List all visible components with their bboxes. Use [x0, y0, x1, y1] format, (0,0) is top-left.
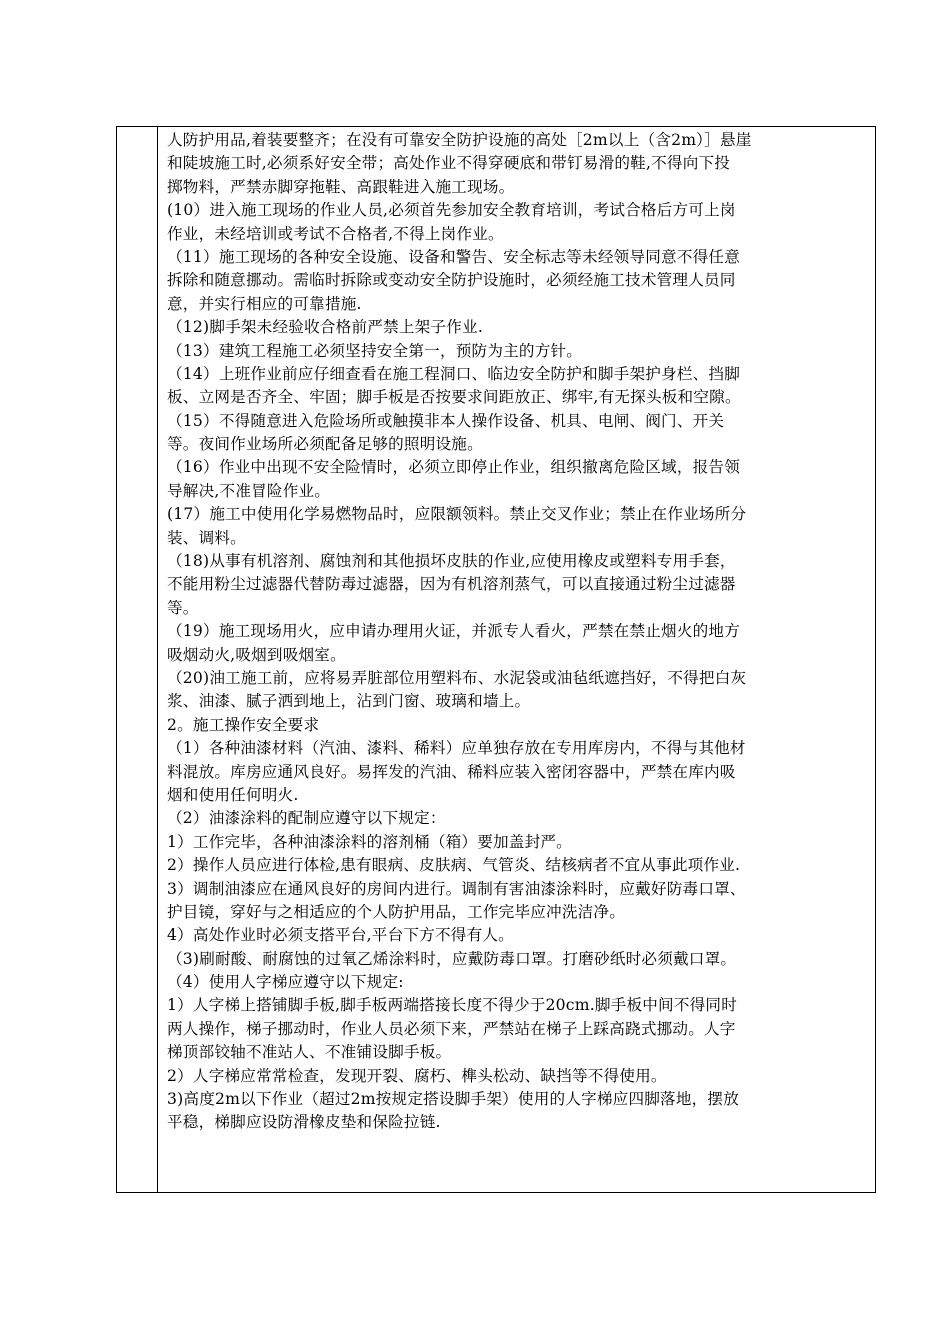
table-left-column [117, 127, 158, 1192]
text-line: 意，并实行相应的可靠措施. [167, 294, 362, 313]
text-line: 2）人字梯应常常检查，发现开裂、腐朽、榫头松动、缺挡等不得使用。 [167, 1066, 667, 1085]
text-line: （19）施工现场用火，应申请办理用火证，并派专人看火，严禁在禁止烟火的地方 [167, 622, 741, 641]
text-line: （4）使用人字梯应遵守以下规定: [167, 973, 404, 992]
text-line: 作业，未经培训或考试不合格者,不得上岗作业。 [167, 224, 504, 243]
text-line: 不能用粉尘过滤器代替防毒过滤器，因为有机溶剂蒸气，可以直接通过粉尘过滤器 [167, 575, 736, 594]
text-line: 4）高处作业时必须支搭平台,平台下方不得有人。 [167, 926, 514, 945]
table-content-cell [159, 127, 875, 1192]
text-line: (17）施工中使用化学易燃物品时，应限额领料。禁止交叉作业；禁止在作业场所分 [167, 505, 747, 524]
text-line: （20)油工施工前，应将易弄脏部位用塑料布、水泥袋或油毡纸遮挡好，不得把白灰 [167, 668, 747, 687]
text-line: 等。夜间作业场所必须配备足够的照明设施。 [167, 435, 483, 454]
text-line: 3）调制油漆应在通风良好的房间内进行。调制有害油漆涂料时，应戴好防毒口罩、 [167, 879, 746, 898]
text-line: 两人操作，梯子挪动时，作业人员必须下来，严禁站在梯子上踩高跷式挪动。人字 [167, 1019, 736, 1038]
text-line: 装、调料。 [167, 528, 246, 547]
text-line: （14）上班作业前应仔细查看在施工程洞口、临边安全防护和脚手架护身栏、挡脚 [167, 364, 741, 383]
text-line: （16）作业中出现不安全险情时，必须立即停止作业，组织撤离危险区域，报告领 [167, 458, 741, 477]
text-line: （12)脚手架未经验收合格前严禁上架子作业. [167, 318, 483, 337]
text-line: 烟和使用任何明火. [167, 785, 299, 804]
text-line: 梯顶部铰轴不准站人、不准铺设脚手板。 [167, 1043, 452, 1062]
text-line: 导解决,不准冒险作业。 [167, 481, 331, 500]
content-table [116, 126, 876, 1193]
text-line: 掷物料，严禁赤脚穿拖鞋、高跟鞋进入施工现场。 [167, 177, 515, 196]
text-line: 等。 [167, 598, 199, 617]
text-line: （15）不得随意进入危险场所或触摸非本人操作设备、机具、电闸、阀门、开关 [167, 411, 725, 430]
text-line: 浆、油漆、腻子洒到地上，沾到门窗、玻璃和墙上。 [167, 692, 531, 711]
text-line: 1）人字梯上搭铺脚手板,脚手板两端搭接长度不得少于20cm.脚手板中间不得同时 [167, 996, 737, 1015]
text-line: （13）建筑工程施工必须坚持安全第一，预防为主的方针。 [167, 341, 583, 360]
text-line: 平稳，梯脚应设防滑橡皮垫和保险拉链. [167, 1113, 441, 1132]
text-line: 2。施工操作安全要求 [167, 715, 320, 734]
text-line: 料混放。库房应通风良好。易挥发的汽油、稀料应装入密闭容器中，严禁在库内吸 [167, 762, 736, 781]
text-line: (10）进入施工现场的作业人员,必须首先参加安全教育培训，考试合格后方可上岗 [167, 201, 736, 220]
text-line: 1）工作完毕，各种油漆涂料的溶剂桶（箱）要加盖封严。 [167, 832, 572, 851]
text-line: 吸烟动火,吸烟到吸烟室。 [167, 645, 346, 664]
text-line: （2）油漆涂料的配制应遵守以下规定： [167, 809, 446, 828]
text-line: （18)从事有机溶剂、腐蚀剂和其他损坏皮肤的作业,应使用橡皮或塑料专用手套， [167, 552, 736, 571]
text-line: （11）施工现场的各种安全设施、设备和警告、安全标志等未经领导同意不得任意 [167, 247, 741, 266]
text-line: （1）各种油漆材料（汽油、漆料、稀料）应单独存放在专用库房内，不得与其他材 [167, 739, 746, 758]
text-line: 3)高度2m以下作业（超过2m按规定搭设脚手架）使用的人字梯应四脚落地，摆放 [167, 1090, 740, 1109]
text-line: 人防护用品,着装要整齐；在没有可靠安全防护设施的高处［2m以上（含2m）］悬崖 [167, 131, 752, 149]
text-line: 板、立网是否齐全、牢固；脚手板是否按要求间距放正、绑牢,有无探头板和空隙。 [167, 388, 741, 407]
text-line: 拆除和随意挪动。需临时拆除或变动安全防护设施时，必须经施工技术管理人员同 [167, 271, 736, 290]
text-line: 2）操作人员应进行体检,患有眼病、皮肤病、气管炎、结核病者不宜从事此项作业. [167, 856, 741, 875]
text-line: 护目镜，穿好与之相适应的个人防护用品，工作完毕应冲洗洁净。 [167, 902, 626, 921]
text-line: （3)刷耐酸、耐腐蚀的过氧乙烯涂料时，应戴防毒口罩。打磨砂纸时必须戴口罩。 [167, 949, 737, 968]
text-line: 和陡坡施工时,必须系好安全带；高处作业不得穿硬底和带钉易滑的鞋,不得向下投 [167, 154, 731, 173]
